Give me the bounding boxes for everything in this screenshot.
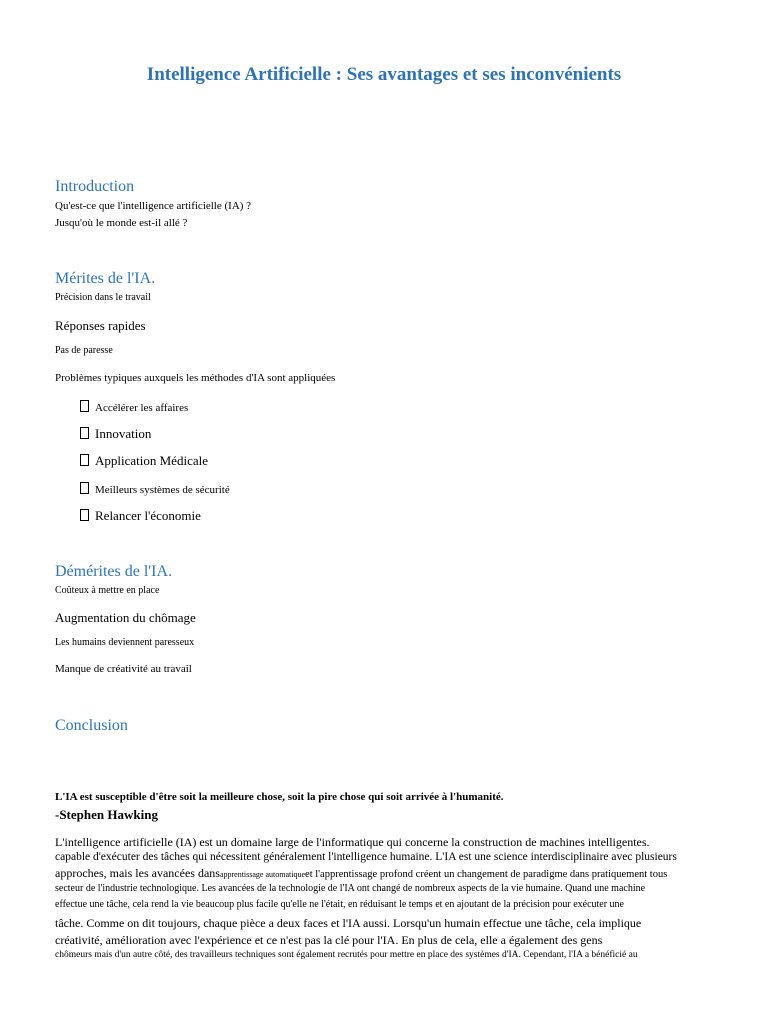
paragraph-line: tâche. Comme on dit toujours, chaque pièce a deux faces et l'IA aussi. Lorsqu'un humain effectue une tâche, cela implique bbox=[55, 916, 642, 930]
paragraph-line: effectue une tâche, cela rend la vie beaucoup plus facile qu'elle ne l'était, en réduisant le temps et en ajoutant de la précision pour exécuter une bbox=[55, 899, 624, 910]
bullet-item: Meilleurs systèmes de sécurité bbox=[80, 482, 230, 496]
paragraph-line: L'intelligence artificielle (IA) est un domaine large de l'informatique qui concerne la construction de machines intelligentes. bbox=[55, 835, 650, 849]
bullet-item: Relancer l'économie bbox=[80, 508, 201, 524]
bullet-item: Application Médicale bbox=[80, 453, 208, 469]
merit-item-4: Problèmes typiques auxquels les méthodes d'IA sont appliquées bbox=[55, 372, 336, 384]
demerit-item-3: Les humains deviennent paresseux bbox=[55, 637, 195, 648]
checkbox-icon bbox=[80, 400, 89, 412]
page-title: Intelligence Artificielle : Ses avantages et ses inconvénients bbox=[146, 64, 622, 85]
paragraph-line: approches, mais les avancées dansapprentissage automatiqueet l'apprentissage profond créent un changement de paradigme dans pratiquement tous bbox=[55, 866, 668, 880]
checkbox-icon bbox=[80, 427, 89, 439]
merit-item-3: Pas de paresse bbox=[55, 345, 113, 356]
demerit-item-1: Coûteux à mettre en place bbox=[55, 585, 160, 596]
checkbox-icon bbox=[80, 454, 89, 466]
demerit-item-4: Manque de créativité au travail bbox=[55, 663, 192, 675]
paragraph-line: chômeurs mais d'un autre côté, des travailleurs techniques sont également recrutés pour mettre en place des systèmes d'IA. Cependant, l'IA a bénéficié au bbox=[55, 950, 638, 960]
checkbox-icon bbox=[80, 509, 89, 521]
merits-heading: Mérites de l'IA. bbox=[55, 270, 156, 287]
paragraph-line: créativité, amélioration avec l'expérience et ce n'est pas la clé pour l'IA. En plus de cela, elle a également des gens bbox=[55, 933, 603, 947]
bullet-item: Innovation bbox=[80, 426, 151, 442]
bullet-item: Accélérer les affaires bbox=[80, 400, 188, 414]
paragraph-line: capable d'exécuter des tâches qui nécessitent généralement l'intelligence humaine. L'IA est une science interdisciplinaire avec plusieurs bbox=[55, 851, 677, 863]
intro-line-2: Jusqu'où le monde est-il allé ? bbox=[55, 217, 188, 229]
merit-item-1: Précision dans le travail bbox=[55, 292, 151, 303]
intro-line-1: Qu'est-ce que l'intelligence artificielle (IA) ? bbox=[55, 200, 252, 212]
introduction-heading: Introduction bbox=[55, 178, 135, 195]
checkbox-icon bbox=[80, 482, 89, 494]
quote: L'IA est susceptible d'être soit la meilleure chose, soit la pire chose qui soit arrivée à l'humanité. bbox=[55, 791, 504, 803]
demerit-item-2: Augmentation du chômage bbox=[55, 610, 196, 625]
demerits-heading: Démérites de l'IA. bbox=[55, 563, 173, 580]
quote-author: -Stephen Hawking bbox=[55, 807, 158, 822]
merit-item-2: Réponses rapides bbox=[55, 318, 146, 333]
conclusion-heading: Conclusion bbox=[55, 717, 128, 734]
paragraph-line: secteur de l'industrie technologique. Les avancées de la technologie de l'IA ont changé de nombreux aspects de la vie humaine. Quand une machine bbox=[55, 883, 646, 894]
